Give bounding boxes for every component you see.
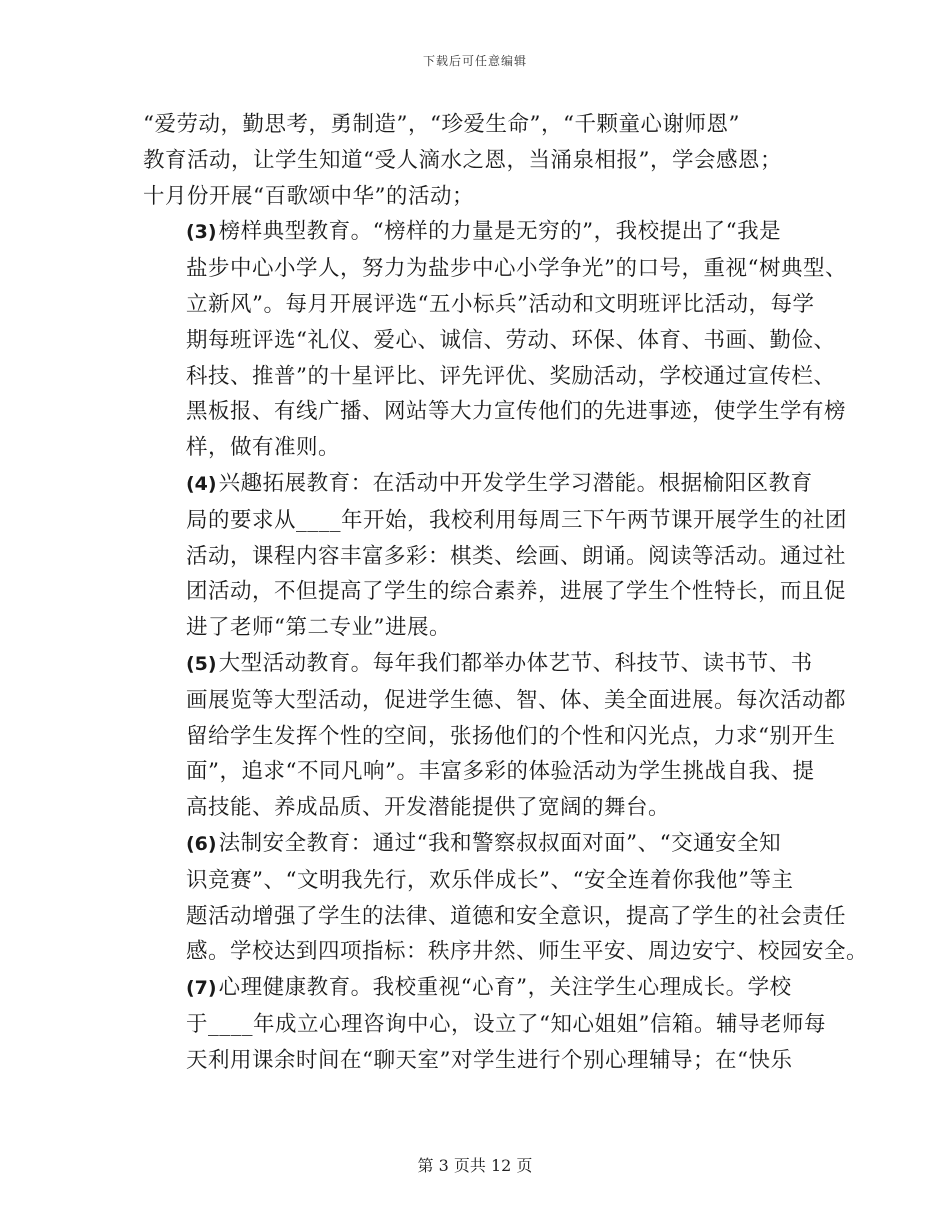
text-line: 留给学生发挥个性的空间，张扬他们的个性和闪光点，力求“别开生 xyxy=(186,723,836,749)
text-line: 题活动增强了学生的法律、道德和安全意识，提高了学生的社会责任 xyxy=(186,903,847,929)
text-line: 教育活动，让学生知道“受人滴水之恩，当涌泉相报”，学会感恩； xyxy=(143,147,782,173)
text-line: (5)大型活动教育。每年我们都举办体艺节、科技节、读书节、书 xyxy=(186,650,813,676)
paragraph-interest-education xyxy=(143,466,848,646)
text-line: 团活动，不但提高了学生的综合素养，进展了学生个性特长，而且促 xyxy=(186,579,847,605)
item-number: (4) xyxy=(186,472,217,495)
text-line: (6)法制安全教育：通过“我和警察叔叔面对面”、“交通安全知 xyxy=(186,830,782,856)
text-line: 样，做有准则。 xyxy=(186,435,341,461)
text-line: (3)榜样典型教育。“榜样的力量是无穷的”，我校提出了“我是 xyxy=(186,219,782,245)
text-line: 画展览等大型活动，促进学生德、智、体、美全面进展。每次活动都 xyxy=(186,687,847,713)
paragraph-activities-continued xyxy=(143,107,809,214)
text-line: 盐步中心小学人，努力为盐步中心小学争光”的口号，重视“树典型、 xyxy=(186,256,847,282)
text-line: (7)心理健康教育。我校重视“心育”，关注学生心理成长。学校 xyxy=(186,975,792,1001)
text-line: 天利用课余时间在“聊天室”对学生进行个别心理辅导；在“快乐 xyxy=(186,1047,793,1073)
text-line: 于____年成立心理咨询中心，设立了“知心姐姐”信箱。辅导老师每 xyxy=(186,1011,826,1037)
text-line: 局的要求从____年开始，我校利用每周三下午两节课开展学生的社团 xyxy=(186,507,848,533)
text-line: 活动，课程内容丰富多彩：棋类、绘画、朗诵。阅读等活动。通过社 xyxy=(186,543,847,569)
paragraph-legal-safety xyxy=(143,826,869,970)
text-line: 期每班评选“礼仪、爱心、诚信、劳动、环保、体育、书画、勤俭、 xyxy=(186,327,836,353)
item-number: (7) xyxy=(186,977,217,1000)
paragraph-large-activities xyxy=(143,646,847,826)
paragraph-role-model-education xyxy=(143,214,847,466)
paragraph-mental-health xyxy=(143,970,826,1078)
text-line: 面”，追求“不同凡响”。丰富多彩的体验活动为学生挑战自我、提 xyxy=(186,759,815,785)
text-line: 识竞赛”、“文明我先行，欢乐伴成长”、“安全连着你我他”等主 xyxy=(186,867,794,893)
text-line: (4)兴趣拓展教育：在活动中开发学生学习潜能。根据榆阳区教育 xyxy=(186,470,813,496)
text-line: “爱劳动，勤思考，勇制造”，“珍爱生命”，“千颗童心谢师恩” xyxy=(143,112,740,137)
text-line: 科技、推普”的十星评比、评先评优、奖励活动，学校通过宣传栏、 xyxy=(186,363,836,389)
text-line: 立新风”。每月开展评选“五小标兵”活动和文明班评比活动，每学 xyxy=(186,291,815,317)
text-line: 黑板报、有线广播、网站等大力宣传他们的先进事迹，使学生学有榜 xyxy=(186,399,847,425)
text-line: 高技能、养成品质、开发潜能提供了宽阔的舞台。 xyxy=(186,795,671,821)
item-number: (3) xyxy=(186,221,217,244)
document-body xyxy=(143,107,869,1079)
text-line: 感。学校达到四项指标：秩序井然、师生平安、周边安宁、校园安全。 xyxy=(186,939,869,965)
item-number: (5) xyxy=(186,652,217,675)
item-number: (6) xyxy=(186,832,217,855)
page-footer: 第 3 页共 12 页 xyxy=(417,1156,533,1175)
text-line: 进了老师“第二专业”进展。 xyxy=(186,615,451,641)
text-line: 十月份开展“百歌颂中华”的活动； xyxy=(143,183,474,209)
page-header: 下载后可任意编辑 xyxy=(422,54,527,68)
